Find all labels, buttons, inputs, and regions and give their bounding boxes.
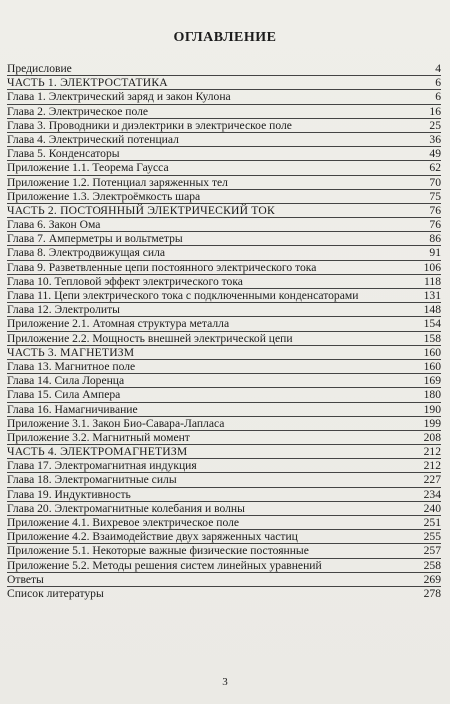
toc-entry xyxy=(7,346,441,360)
toc-entry-title: Приложение 3.1. Закон Био-Савара-Лапласа xyxy=(7,416,225,430)
toc-entry-title: Глава 9. Разветвленные цепи постоянного электрического тока xyxy=(7,260,317,274)
toc-entry xyxy=(7,530,441,544)
toc-entry-page: 158 xyxy=(423,331,441,345)
toc-entry xyxy=(7,317,441,331)
toc-entry-page: 76 xyxy=(429,218,441,232)
toc-entry xyxy=(7,587,441,601)
toc-entry xyxy=(7,119,441,133)
toc-entry xyxy=(7,90,441,104)
toc-entry-title: Предисловие xyxy=(7,62,72,75)
toc-entry xyxy=(7,246,441,260)
toc-entry xyxy=(7,62,441,76)
toc-entry-page: 278 xyxy=(423,586,441,600)
toc-entry-page: 251 xyxy=(423,516,441,529)
toc-entry-title: Глава 14. Сила Лоренца xyxy=(7,374,125,388)
toc-entry-title: ЧАСТЬ 2. ПОСТОЯННЫЙ ЭЛЕКТРИЧЕСКИЙ ТОК xyxy=(7,203,275,217)
toc-entry-page: 169 xyxy=(423,374,441,388)
toc-entry-title: Приложение 5.1. Некоторые важные физические постоянные xyxy=(7,544,309,558)
toc-entry xyxy=(7,403,441,417)
toc-entry xyxy=(7,502,441,516)
toc-entry xyxy=(7,332,441,346)
toc-entry-title: Глава 18. Электромагнитные силы xyxy=(7,473,177,487)
toc-entry-page: 49 xyxy=(429,147,441,161)
toc-entry xyxy=(7,289,441,303)
toc-entry-page: 36 xyxy=(429,132,441,146)
toc-entry-title: Глава 15. Сила Ампера xyxy=(7,388,121,402)
toc-entry-title: Глава 2. Электрическое поле xyxy=(7,104,149,118)
toc-entry xyxy=(7,232,441,246)
toc-entry-title: Приложение 1.2. Потенциал заряженных тел xyxy=(7,175,228,189)
toc-entry-title: Глава 8. Электродвижущая сила xyxy=(7,246,166,260)
toc-entry-page: 6 xyxy=(435,90,441,104)
toc-entry-title: ЧАСТЬ 4. ЭЛЕКТРОМАГНЕТИЗМ xyxy=(7,445,188,459)
toc-entry-page: 160 xyxy=(423,345,441,359)
toc-entry-page: 257 xyxy=(423,544,441,558)
toc-entry-page: 180 xyxy=(423,388,441,402)
toc-entry-page: 75 xyxy=(429,189,441,203)
toc-entry-title: Глава 7. Амперметры и вольтметры xyxy=(7,232,183,246)
toc-entry-title: Глава 5. Конденсаторы xyxy=(7,147,120,161)
toc-entry xyxy=(7,261,441,275)
toc-entry-page: 6 xyxy=(435,76,441,90)
toc-entry-title: Глава 12. Электролиты xyxy=(7,303,120,317)
toc-entry xyxy=(7,459,441,473)
toc-entry-page: 160 xyxy=(423,359,441,373)
toc-entry-title: Приложение 4.2. Взаимодействие двух заряженных частиц xyxy=(7,530,298,544)
toc-entry xyxy=(7,473,441,487)
toc-entry-page: 190 xyxy=(423,402,441,416)
toc-entry xyxy=(7,204,441,218)
toc-entry-page: 25 xyxy=(429,118,441,132)
toc-entry-page: 154 xyxy=(423,317,441,331)
toc-entry-page: 106 xyxy=(423,260,441,274)
toc-entry-page: 4 xyxy=(435,62,441,75)
toc-entry-page: 76 xyxy=(429,203,441,217)
toc-entry-title: Глава 3. Проводники и диэлектрики в электрическое поле xyxy=(7,118,292,132)
table-of-contents xyxy=(7,62,441,601)
toc-entry xyxy=(7,161,441,175)
toc-entry xyxy=(7,417,441,431)
toc-entry xyxy=(7,76,441,90)
toc-entry-title: Глава 4. Электрический потенциал xyxy=(7,132,179,146)
toc-entry-page: 199 xyxy=(423,416,441,430)
toc-entry xyxy=(7,445,441,459)
toc-entry-page: 91 xyxy=(429,246,441,260)
toc-entry-title: Глава 6. Закон Ома xyxy=(7,218,101,232)
toc-entry xyxy=(7,303,441,317)
toc-entry-title: Приложение 4.1. Вихревое электрическое поле xyxy=(7,516,240,529)
toc-entry-title: ЧАСТЬ 3. МАГНЕТИЗМ xyxy=(7,345,135,359)
toc-entry-title: Приложение 2.2. Мощность внешней электрической цепи xyxy=(7,331,293,345)
toc-entry-title: Глава 1. Электрический заряд и закон Кулона xyxy=(7,90,231,104)
toc-entry-page: 70 xyxy=(429,175,441,189)
toc-entry-page: 16 xyxy=(429,104,441,118)
toc-entry xyxy=(7,105,441,119)
toc-entry-title: Ответы xyxy=(7,572,44,586)
toc-entry xyxy=(7,573,441,587)
toc-entry xyxy=(7,176,441,190)
toc-entry-title: Глава 20. Электромагнитные колебания и волны xyxy=(7,501,245,515)
toc-entry-page: 131 xyxy=(423,289,441,302)
toc-entry-title: Глава 17. Электромагнитная индукция xyxy=(7,459,197,473)
toc-entry-title: Глава 19. Индуктивность xyxy=(7,487,131,501)
toc-entry xyxy=(7,516,441,530)
toc-entry-title: ЧАСТЬ 1. ЭЛЕКТРОСТАТИКА xyxy=(7,76,168,90)
toc-entry-page: 234 xyxy=(423,487,441,501)
toc-entry xyxy=(7,388,441,402)
toc-entry-page: 269 xyxy=(423,572,441,586)
toc-entry-page: 227 xyxy=(423,473,441,487)
toc-entry-title: Глава 16. Намагничивание xyxy=(7,402,138,416)
toc-entry-title: Глава 11. Цепи электрического тока с подключенными конденсаторами xyxy=(7,289,359,302)
toc-entry-page: 62 xyxy=(429,161,441,175)
toc-entry xyxy=(7,488,441,502)
toc-entry xyxy=(7,218,441,232)
toc-entry-page: 258 xyxy=(423,558,441,572)
page-number: 3 xyxy=(222,676,228,688)
toc-entry-page: 212 xyxy=(423,459,441,473)
toc-entry-title: Приложение 1.1. Теорема Гаусса xyxy=(7,161,169,175)
toc-entry-title: Глава 13. Магнитное поле xyxy=(7,359,136,373)
toc-entry xyxy=(7,544,441,558)
toc-entry xyxy=(7,360,441,374)
toc-entry-page: 212 xyxy=(423,445,441,459)
toc-entry xyxy=(7,147,441,161)
toc-entry-page: 240 xyxy=(423,501,441,515)
toc-entry xyxy=(7,559,441,573)
toc-entry-title: Список литературы xyxy=(7,586,104,600)
toc-entry xyxy=(7,431,441,445)
toc-entry-title: Приложение 5.2. Методы решения систем линейных уравнений xyxy=(7,558,322,572)
toc-entry-page: 148 xyxy=(423,303,441,317)
toc-entry-title: Глава 10. Тепловой эффект электрического тока xyxy=(7,274,243,288)
toc-entry-page: 86 xyxy=(429,232,441,246)
page-title: ОГЛАВЛЕНИЕ xyxy=(173,30,277,45)
toc-entry-title: Приложение 2.1. Атомная структура металла xyxy=(7,317,230,331)
toc-entry-title: Приложение 3.2. Магнитный момент xyxy=(7,430,190,444)
toc-entry xyxy=(7,133,441,147)
toc-entry xyxy=(7,374,441,388)
toc-entry-page: 118 xyxy=(424,274,441,288)
toc-entry xyxy=(7,190,441,204)
toc-entry xyxy=(7,275,441,289)
toc-entry-title: Приложение 1.3. Электроёмкость шара xyxy=(7,189,201,203)
toc-entry-page: 255 xyxy=(423,530,441,544)
toc-entry-page: 208 xyxy=(423,430,441,444)
